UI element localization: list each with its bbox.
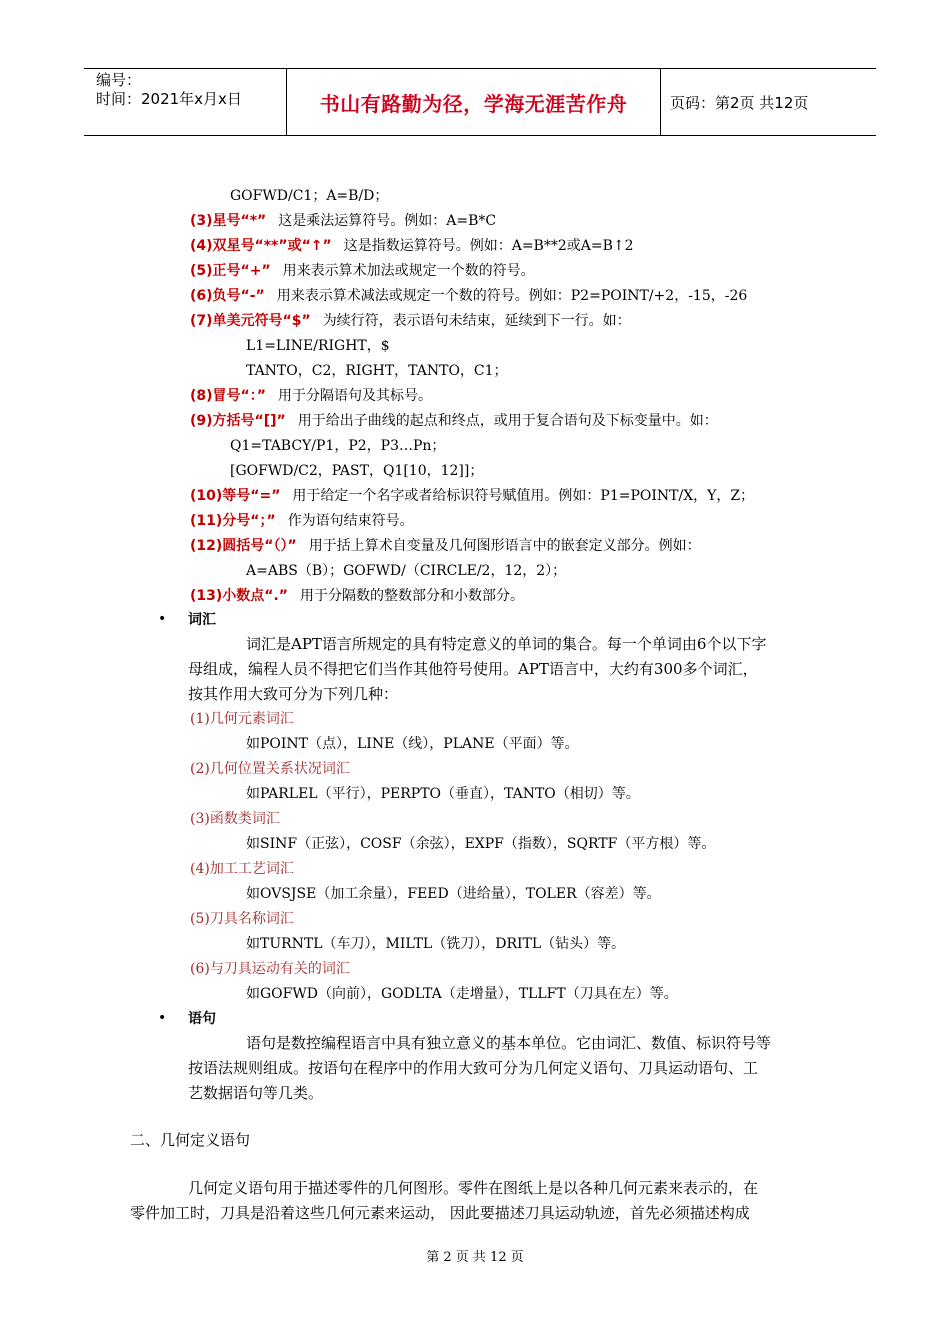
vocab-category: (6)与刀具运动有关的词汇	[190, 961, 350, 977]
item-description: 这是指数运算符号。例如：A=B**2或A=B↑2	[343, 238, 634, 254]
code-line: A=ABS（B）；GOFWD/（CIRCLE/2，12，2）；	[246, 563, 567, 579]
section-heading: 词汇	[188, 612, 216, 628]
symbol-item	[190, 286, 747, 306]
symbol-item	[190, 211, 496, 231]
item-title: (8)冒号“：”	[190, 388, 266, 404]
header-motto: 书山有路勤为径，学海无涯苦作舟	[319, 91, 628, 116]
page-footer: 第 2 页 共 12 页	[426, 1250, 524, 1265]
bullet-icon: •	[158, 1010, 167, 1026]
page-header	[84, 68, 876, 136]
symbol-item	[190, 411, 718, 431]
item-description: 用于分隔数的整数部分和小数部分。	[300, 588, 524, 604]
item-title: (4)双星号“**”或“↑”	[190, 238, 332, 254]
section-heading: 二、几何定义语句	[130, 1131, 251, 1149]
item-description: 用于括上算术自变量及几何图形语言中的嵌套定义部分。例如：	[308, 538, 701, 554]
item-title: (11)分号“；”	[190, 513, 276, 529]
header-divider	[660, 69, 661, 135]
paragraph-line: 几何定义语句用于描述零件的几何图形。零件在图纸上是以各种几何元素来表示的，在	[188, 1179, 759, 1197]
code-line: L1=LINE/RIGHT，$	[246, 338, 390, 354]
paragraph-line: 母组成，编程人员不得把它们当作其他符号使用。APT语言中，大约有300多个词汇，	[188, 660, 758, 678]
item-description: 用来表示算术减法或规定一个数的符号。例如：P2=POINT/+2，-15，-26	[276, 288, 748, 304]
code-line: TANTO，C2，RIGHT，TANTO，C1；	[246, 363, 508, 379]
symbol-item	[190, 236, 634, 256]
vocab-example: 如POINT（点），LINE（线），PLANE（平面）等。	[246, 736, 579, 752]
vocab-example: 如OVSJSE（加工余量），FEED（进给量），TOLER（容差）等。	[246, 886, 661, 902]
item-title: (12)圆括号“（）”	[190, 538, 297, 554]
section-heading: 语句	[188, 1011, 216, 1027]
symbol-item	[190, 536, 701, 556]
vocab-example: 如PARLEL（平行），PERPTO（垂直），TANTO（相切）等。	[246, 786, 640, 802]
vocab-category: (3)函数类词汇	[190, 811, 280, 827]
vocab-category: (4)加工工艺词汇	[190, 861, 294, 877]
paragraph-line: 艺数据语句等几类。	[188, 1084, 324, 1102]
item-description: 作为语句结束符号。	[287, 513, 414, 529]
paragraph-line: 按语法规则组成。按语句在程序中的作用大致可分为几何定义语句、刀具运动语句、工	[188, 1059, 759, 1077]
vocab-category: (5)刀具名称词汇	[190, 911, 294, 927]
code-line: Q1=TABCY/P1，P2，P3…Pn；	[230, 438, 446, 454]
vocab-example: 如GOFWD（向前），GODLTA（走增量），TLLFT（刀具在左）等。	[246, 986, 678, 1002]
paragraph-line: 按其作用大致可分为下列几种：	[188, 685, 399, 703]
code-line: GOFWD/C1；A=B/D；	[230, 188, 389, 204]
header-time: 时间：2021年x月x日	[96, 90, 242, 108]
bullet-icon: •	[158, 611, 167, 627]
symbol-item	[190, 586, 524, 606]
paragraph-line: 语句是数控编程语言中具有独立意义的基本单位。它由词汇、数值、标识符号等	[246, 1034, 772, 1052]
paragraph-line: 词汇是APT语言所规定的具有特定意义的单词的集合。每一个单词由6个以下字	[246, 635, 767, 653]
item-description: 用于给出子曲线的起点和终点，或用于复合语句及下标变量中。如：	[297, 413, 718, 429]
item-description: 这是乘法运算符号。例如：A=B*C	[278, 213, 497, 229]
code-line: [GOFWD/C2，PAST，Q1[10，12]]；	[230, 463, 484, 479]
vocab-category: (2)几何位置关系状况词汇	[190, 761, 350, 777]
item-description: 为续行符，表示语句未结束，延续到下一行。如：	[322, 313, 631, 329]
symbol-item	[190, 386, 432, 406]
item-title: (7)单美元符号“$”	[190, 313, 311, 329]
symbol-item	[190, 486, 754, 506]
item-title: (6)负号“-”	[190, 288, 265, 304]
header-number: 编号：	[96, 71, 142, 89]
item-title: (10)等号“=”	[190, 488, 281, 504]
item-title: (5)正号“+”	[190, 263, 271, 279]
header-meta	[96, 71, 284, 109]
symbol-item	[190, 511, 414, 531]
item-title: (3)星号“*”	[190, 213, 267, 229]
symbol-item	[190, 261, 535, 281]
paragraph-line: 零件加工时，刀具是沿着这些几何元素来运动， 因此要描述刀具运动轨迹，首先必须描述构成	[130, 1204, 750, 1222]
item-title: (9)方括号“[]”	[190, 413, 286, 429]
vocab-example: 如TURNTL（车刀），MILTL（铣刀），DRITL（钻头）等。	[246, 936, 626, 952]
symbol-item	[190, 311, 631, 331]
item-description: 用于给定一个名字或者给标识符号赋值用。例如：P1=POINT/X，Y，Z；	[292, 488, 755, 504]
item-description: 用于分隔语句及其标号。	[277, 388, 432, 404]
item-title: (13)小数点“.”	[190, 588, 288, 604]
item-description: 用来表示算术加法或规定一个数的符号。	[282, 263, 535, 279]
vocab-example: 如SINF（正弦），COSF（余弦），EXPF（指数），SQRTF（平方根）等。	[246, 836, 716, 852]
header-page-number: 页码：第2页 共12页	[670, 93, 809, 112]
vocab-category: (1)几何元素词汇	[190, 711, 294, 727]
